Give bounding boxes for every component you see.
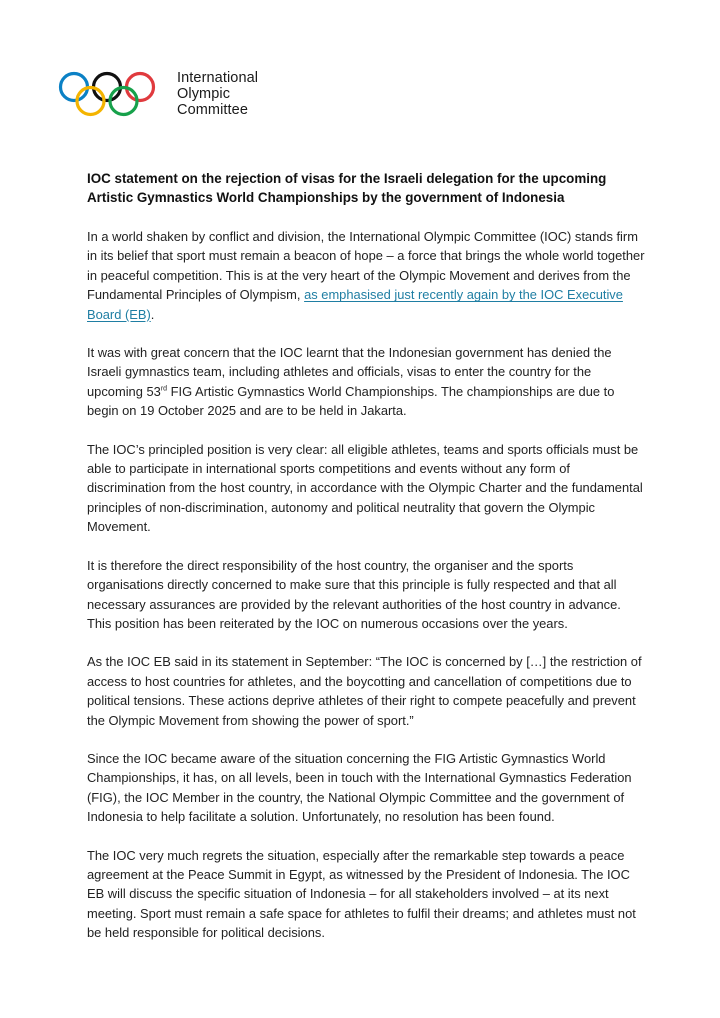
paragraph-6: Since the IOC became aware of the situation concerning the FIG Artistic Gymnastics World Championships, it has, on all levels, been in touch with the International Gymnastics Federation (FIG), the IOC Member in the country, the National Olympic Committee and the government of Indonesia to help facilitate a solution. Unfortunately, no resolution has been found. bbox=[87, 750, 632, 825]
statement-title: IOC statement on the rejection of visas for the Israeli delegation for the upcoming Artistic Gymnastics World Championships by the government of Indonesia bbox=[87, 171, 607, 205]
org-name-line-1: International bbox=[177, 70, 259, 86]
paragraph-1-text: In a world shaken by conflict and division, the International Olympic Committee (IOC) stands firm in its belief that sport must remain a beacon of hope – a force that brings the whole world together in peaceful competition. This is at the very heart of the Olympic Movement and derives from the Fundamental Principles of Olympism, bbox=[87, 229, 645, 303]
paragraph-2-text: It was with great concern that the IOC learnt that the Indonesian government has denied the Israeli gymnastics team, including athletes and officials, visas to enter the country for the upcoming 53 bbox=[87, 345, 612, 399]
org-name-line-2: Olympic bbox=[177, 86, 231, 102]
olympic-rings-icon bbox=[57, 70, 157, 118]
paragraph-1-end: . bbox=[150, 306, 155, 322]
paragraph-1 bbox=[87, 227, 647, 324]
org-name-line-3: Committee bbox=[177, 102, 248, 118]
paragraph-2-rest: FIG Artistic Gymnastics World Championships. The championships are due to begin on 19 October 2025 and are to be held in Jakarta. bbox=[87, 383, 615, 419]
ordinal-superscript: rd bbox=[160, 385, 168, 393]
ioc-eb-statement-link[interactable]: as emphasised just recently again by the IOC Executive Board (EB) bbox=[87, 287, 623, 322]
paragraph-2 bbox=[87, 343, 647, 421]
org-name bbox=[177, 70, 258, 118]
ioc-logo bbox=[57, 70, 258, 118]
statement-body bbox=[87, 169, 647, 962]
paragraph-5: As the IOC EB said in its statement in September: “The IOC is concerned by […] the restriction of access to host countries for athletes, and the boycotting and cancellation of competitions due to political tensions. These actions deprive athletes of their right to compete peacefully and prevent the Olympic Movement from showing the power of sport.” bbox=[87, 654, 642, 728]
paragraph-3: The IOC’s principled position is very clear: all eligible athletes, teams and sports officials must be able to participate in international sports competitions and events without any form of discrimination from the host country, in accordance with the Olympic Charter and the fundamental principles of non-discrimination, autonomy and political neutrality that govern the Olympic Movement. bbox=[87, 441, 643, 535]
paragraph-4: It is therefore the direct responsibility of the host country, the organiser and the sports organisations directly concerned to make sure that this principle is fully respected and that all necessary assurances are provided by the relevant authorities of the host country in advance. This position has been reiterated by the IOC on numerous occasions over the years. bbox=[87, 557, 621, 631]
paragraph-7: The IOC very much regrets the situation, especially after the remarkable step towards a peace agreement at the Peace Summit in Egypt, as witnessed by the President of Indonesia. The IOC EB will discuss the specific situation of Indonesia – for all stakeholders involved – at its next meeting. Sport must remain a safe space for athletes to fulfil their dreams; and athletes must not be held responsible for political decisions. bbox=[87, 847, 636, 941]
